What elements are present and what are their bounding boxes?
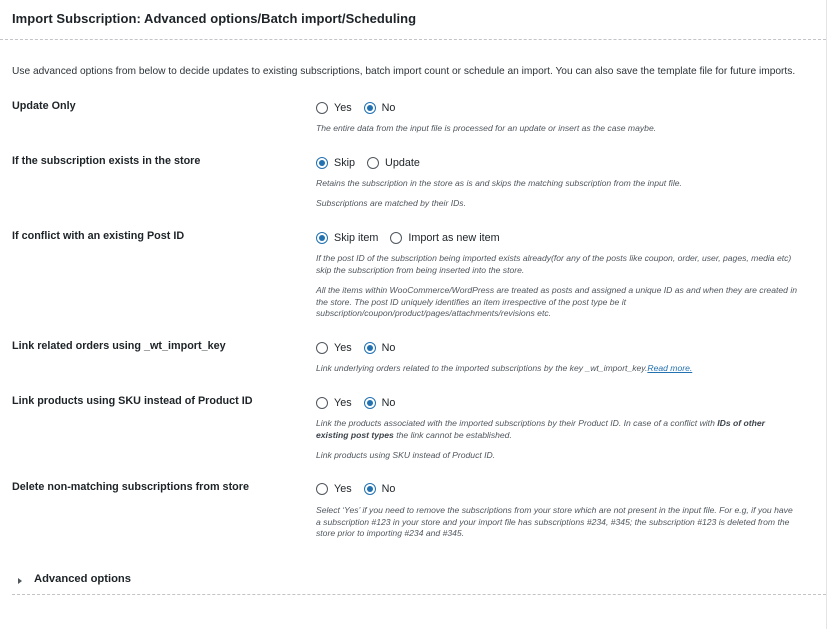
post-id-conflict-skip-option[interactable] bbox=[316, 232, 378, 244]
delete-non-matching-no-radio[interactable] bbox=[364, 483, 376, 495]
link-orders-no-label[interactable]: No bbox=[381, 342, 396, 354]
intro-text: Use advanced options from below to decide updates to existing subscriptions, batch import count or schedule an import. You can also save the template file for future imports. bbox=[12, 66, 796, 77]
subscription-exists-update-option[interactable] bbox=[367, 157, 420, 169]
link-products-sku-description-bold: IDs of other existing post types bbox=[316, 418, 765, 440]
delete-non-matching-label: Delete non-matching subscriptions from store bbox=[12, 481, 249, 493]
link-orders-yes-option[interactable] bbox=[316, 342, 352, 354]
link-products-sku-description-text: Link the products associated with the imported subscriptions by their Product ID. In case of a conflict with bbox=[316, 418, 715, 428]
read-more-link[interactable]: Read more. bbox=[647, 363, 693, 373]
advanced-options-label[interactable]: Advanced options bbox=[34, 573, 131, 585]
subscription-exists-description: Retains the subscription in the store as is and skips the matching subscription from the input file. bbox=[316, 178, 682, 188]
link-orders-description bbox=[316, 363, 798, 375]
post-id-conflict-skip-label[interactable]: Skip item bbox=[334, 232, 379, 244]
delete-non-matching-yes-label[interactable]: Yes bbox=[334, 483, 352, 495]
link-orders-yes-radio[interactable] bbox=[316, 342, 328, 354]
update-only-description: The entire data from the input file is processed for an update or insert as the case maybe. bbox=[316, 123, 657, 133]
link-orders-yes-label[interactable]: Yes bbox=[334, 342, 352, 354]
update-only-no-radio[interactable] bbox=[364, 102, 376, 114]
post-id-conflict-note: All the items within WooCommerce/WordPress are treated as posts and assigned a unique ID as and when they are created in the store. The post ID uniquely identifies an item irrespective of the post type be it subscription/coupon/product/pages/attachments/revisions etc. bbox=[316, 285, 798, 318]
link-products-sku-note: Link products using SKU instead of Product ID. bbox=[316, 450, 496, 460]
post-id-conflict-skip-radio[interactable] bbox=[316, 232, 328, 244]
link-products-sku-radio-group bbox=[316, 395, 407, 411]
update-only-yes-option[interactable] bbox=[316, 102, 352, 114]
link-orders-no-option[interactable] bbox=[364, 342, 396, 354]
link-orders-description-text: Link underlying orders related to the imported subscriptions by the key _wt_import_key. bbox=[316, 363, 648, 373]
post-id-conflict-radio-group bbox=[316, 230, 512, 246]
post-id-conflict-import-new-radio[interactable] bbox=[390, 232, 402, 244]
post-id-conflict-import-new-label[interactable]: Import as new item bbox=[408, 232, 500, 244]
caret-right-icon[interactable] bbox=[18, 578, 22, 584]
post-id-conflict-import-new-option[interactable] bbox=[390, 232, 499, 244]
page-title: Import Subscription: Advanced options/Batch import/Scheduling bbox=[12, 11, 417, 26]
post-id-conflict-description: If the post ID of the subscription being imported exists already(for any of the posts like coupon, order, user, pages, media etc) skip the subscription from being inserted into the store. bbox=[316, 253, 792, 275]
post-id-conflict-label: If conflict with an existing Post ID bbox=[12, 230, 185, 242]
subscription-exists-skip-label[interactable]: Skip bbox=[334, 157, 356, 169]
delete-non-matching-yes-option[interactable] bbox=[316, 483, 352, 495]
delete-non-matching-yes-radio[interactable] bbox=[316, 483, 328, 495]
subscription-exists-update-label[interactable]: Update bbox=[385, 157, 420, 169]
subscription-exists-skip-option[interactable] bbox=[316, 157, 355, 169]
update-only-label: Update Only bbox=[12, 100, 76, 112]
subscription-exists-radio-group bbox=[316, 155, 432, 171]
update-only-radio-group bbox=[316, 100, 407, 116]
advanced-options-toggle[interactable] bbox=[12, 573, 826, 595]
subscription-exists-label: If the subscription exists in the store bbox=[12, 155, 201, 167]
link-products-sku-description bbox=[316, 418, 798, 441]
update-only-no-label[interactable]: No bbox=[381, 102, 396, 114]
link-products-sku-yes-radio[interactable] bbox=[316, 397, 328, 409]
delete-non-matching-no-option[interactable] bbox=[364, 483, 396, 495]
update-only-yes-radio[interactable] bbox=[316, 102, 328, 114]
subscription-exists-skip-radio[interactable] bbox=[316, 157, 328, 169]
link-products-sku-yes-option[interactable] bbox=[316, 397, 352, 409]
link-orders-no-radio[interactable] bbox=[364, 342, 376, 354]
subscription-exists-update-radio[interactable] bbox=[367, 157, 379, 169]
panel-header bbox=[0, 0, 826, 40]
link-products-sku-no-option[interactable] bbox=[364, 397, 396, 409]
subscription-exists-note: Subscriptions are matched by their IDs. bbox=[316, 198, 466, 208]
link-orders-label: Link related orders using _wt_import_key bbox=[12, 340, 226, 352]
link-orders-radio-group bbox=[316, 340, 407, 356]
link-products-sku-no-radio[interactable] bbox=[364, 397, 376, 409]
link-products-sku-label: Link products using SKU instead of Product ID bbox=[12, 395, 253, 407]
link-products-sku-yes-label[interactable]: Yes bbox=[334, 397, 352, 409]
update-only-no-option[interactable] bbox=[364, 102, 396, 114]
link-products-sku-no-label[interactable]: No bbox=[381, 397, 396, 409]
delete-non-matching-no-label[interactable]: No bbox=[381, 483, 396, 495]
update-only-yes-label[interactable]: Yes bbox=[334, 102, 352, 114]
delete-non-matching-description: Select ‘Yes’ if you need to remove the subscriptions from your store which are not present in the input file. For e.g, if you have a subscription #123 in your store and your import file has subscriptions #234, #345; the subscription #123 is deleted from the store prior to importing #234 and #345. bbox=[316, 505, 793, 538]
delete-non-matching-radio-group bbox=[316, 481, 407, 497]
link-products-sku-description-tail: the link cannot be established. bbox=[393, 429, 512, 440]
